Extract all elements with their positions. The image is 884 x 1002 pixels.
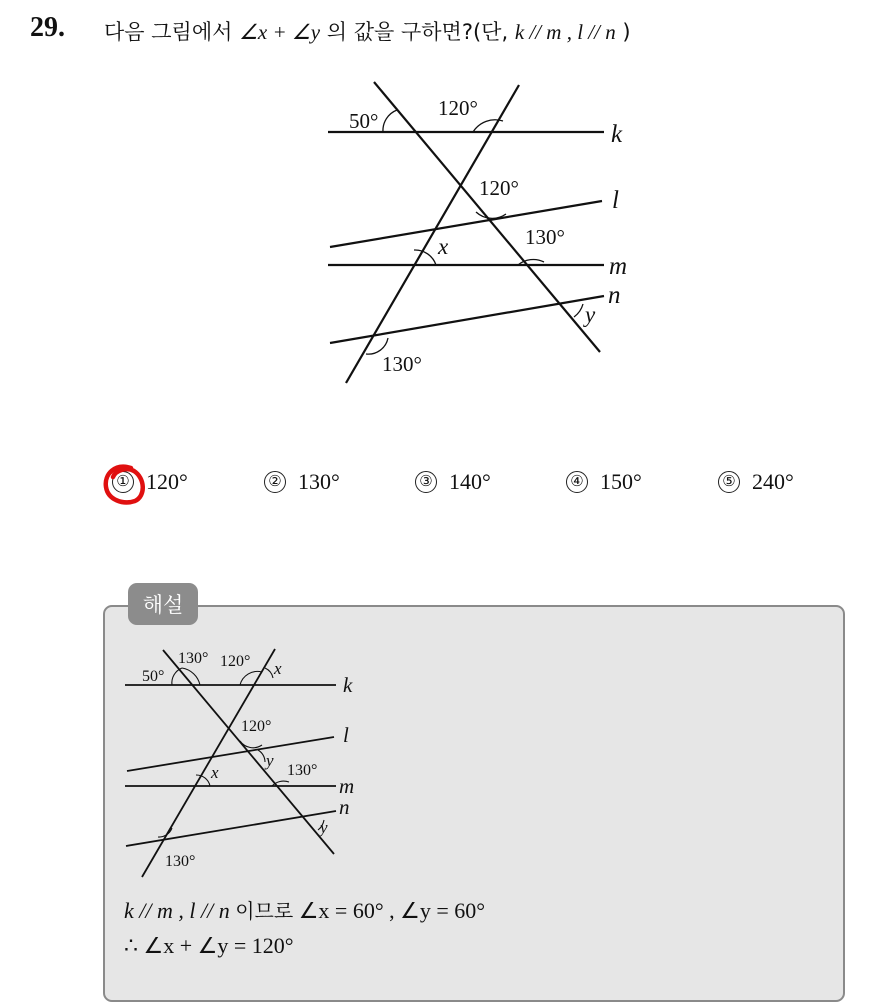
choice-3-value: 140° bbox=[449, 469, 491, 494]
choice-4-number: ④ bbox=[566, 471, 588, 493]
label-m: m bbox=[609, 253, 628, 280]
label-l: l bbox=[612, 187, 619, 214]
label-k: k bbox=[611, 121, 623, 148]
sol-label-m: m bbox=[339, 774, 355, 798]
sol-line-n bbox=[126, 811, 336, 846]
sol-label-50: 50° bbox=[142, 668, 165, 685]
question-mid: 의 값을 구하면?(단, bbox=[326, 20, 509, 44]
sol-arc-y-mid bbox=[258, 750, 265, 762]
label-n: n bbox=[608, 282, 621, 309]
choice-2-number: ② bbox=[264, 471, 286, 493]
choice-1-number: ① bbox=[112, 471, 134, 493]
choice-4-value: 150° bbox=[600, 469, 642, 494]
sol-label-130-m: 130° bbox=[287, 762, 318, 779]
label-y: y bbox=[585, 302, 596, 327]
solution-korean: 이므로 bbox=[235, 899, 294, 923]
sol-label-130-top: 130° bbox=[178, 650, 209, 667]
question-suffix: ) bbox=[622, 20, 631, 44]
choice-5-number: ⑤ bbox=[718, 471, 740, 493]
question-prefix: 다음 그림에서 bbox=[104, 20, 233, 44]
solution-line-1 bbox=[124, 895, 485, 924]
sol-label-120-top: 120° bbox=[220, 653, 251, 670]
solution-tag: 해설 bbox=[128, 583, 198, 625]
sol-label-l: l bbox=[343, 723, 349, 747]
label-130-bottom: 130° bbox=[382, 352, 422, 376]
sol-label-130-bottom: 130° bbox=[165, 853, 196, 870]
sol-label-k: k bbox=[343, 673, 353, 697]
label-50: 50° bbox=[349, 109, 379, 133]
question-condition: k // m , l // n bbox=[514, 20, 616, 44]
question-angle-expr: ∠x + ∠y bbox=[239, 20, 321, 44]
choice-5-value: 240° bbox=[752, 469, 794, 494]
question-number: 29. bbox=[30, 12, 65, 43]
sol-label-y-mid: y bbox=[266, 751, 274, 770]
sol-arc-x-top bbox=[265, 668, 273, 678]
solution-line-2: ∴ ∠x + ∠y = 120° bbox=[124, 933, 294, 958]
sol-label-y: y bbox=[320, 818, 328, 837]
label-120-top: 120° bbox=[438, 96, 478, 120]
sol-label-x-top: x bbox=[274, 659, 282, 678]
sol-label-n: n bbox=[339, 795, 350, 819]
label-120-mid: 120° bbox=[479, 176, 519, 200]
solution-result: ∠x = 60° , ∠y = 60° bbox=[298, 898, 486, 923]
sol-label-x: x bbox=[211, 763, 219, 782]
sol-label-120-mid: 120° bbox=[241, 718, 272, 735]
label-x: x bbox=[438, 234, 449, 259]
choice-2-value: 130° bbox=[298, 469, 340, 494]
choice-1-value: 120° bbox=[146, 469, 188, 494]
sol-transversal-1 bbox=[163, 650, 334, 854]
choice-3-number: ③ bbox=[415, 471, 437, 493]
label-130-m: 130° bbox=[525, 225, 565, 249]
solution-condition: k // m , l // n bbox=[124, 898, 230, 923]
